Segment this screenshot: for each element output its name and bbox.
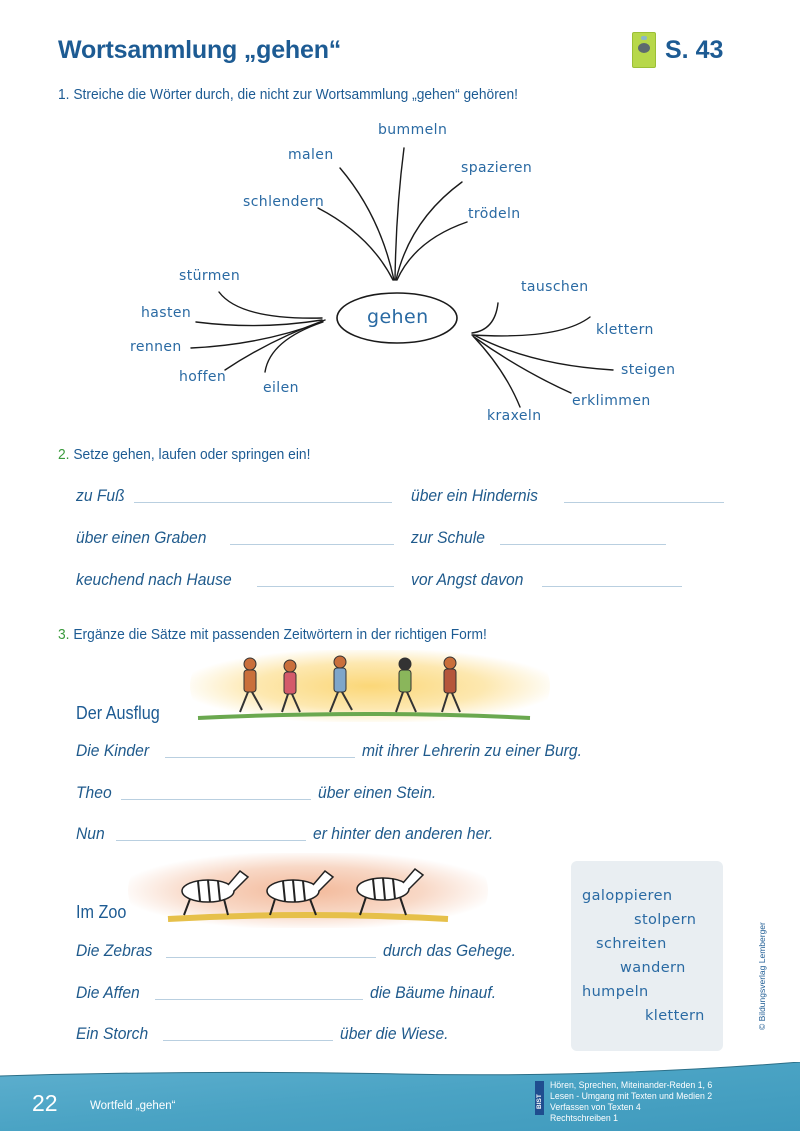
task2-answer-line[interactable] — [500, 544, 666, 545]
task2-answer-line[interactable] — [257, 586, 394, 587]
word-box — [571, 861, 723, 1051]
task2-answer-line[interactable] — [564, 502, 724, 503]
task2-item-label: zu Fuß — [76, 486, 125, 505]
word-box-item: wandern — [620, 960, 686, 976]
word-box-item: klettern — [645, 1008, 705, 1024]
task2-item-label: über einen Graben — [76, 528, 207, 547]
mindmap-lines — [0, 0, 800, 440]
footer-topic-label: Wortfeld „gehen“ — [90, 1100, 176, 1112]
word-box-item: galoppieren — [582, 888, 673, 904]
mindmap-word[interactable]: tauschen — [521, 279, 589, 295]
children-hiking-figures — [190, 650, 550, 722]
task2-answer-line[interactable] — [134, 502, 392, 503]
sentence-end: er hinter den anderen her. — [313, 824, 494, 843]
sentence-start: Ein Storch — [76, 1024, 149, 1043]
task2-item-label: vor Angst davon — [411, 570, 524, 589]
task3-answer-line[interactable] — [155, 999, 363, 1000]
running-zebras-illustration — [128, 853, 488, 928]
bist-standard-item: Verfassen von Texten 4 — [550, 1102, 641, 1113]
task3-instruction — [58, 626, 487, 643]
sentence-start: Die Kinder — [76, 741, 150, 760]
sentence-end: mit ihrer Lehrerin zu einer Burg. — [362, 741, 582, 760]
task3-answer-line[interactable] — [116, 840, 306, 841]
task3-number: 3. — [58, 626, 70, 643]
task2-answer-line[interactable] — [230, 544, 394, 545]
mindmap-word[interactable]: bummeln — [378, 122, 448, 138]
mindmap-word[interactable]: stürmen — [179, 268, 241, 284]
children-hiking-illustration — [190, 650, 550, 722]
bist-badge — [535, 1081, 544, 1115]
word-box-item: humpeln — [582, 984, 649, 1000]
copyright-notice: © Bildungsverlag Lemberger — [757, 922, 767, 1030]
bist-standard-item: Rechtschreiben 1 — [550, 1113, 619, 1124]
zebra-figures — [128, 853, 488, 928]
bist-standards — [550, 1080, 712, 1124]
mindmap-word[interactable]: eilen — [263, 380, 299, 396]
sentence-end: durch das Gehege. — [383, 941, 517, 960]
task2-instruction — [58, 446, 310, 463]
sentence-start: Die Affen — [76, 983, 140, 1002]
task2-item-label: zur Schule — [411, 528, 485, 547]
section-title-ausflug: Der Ausflug — [76, 703, 160, 723]
task3-answer-line[interactable] — [121, 799, 311, 800]
task3-answer-line[interactable] — [163, 1040, 333, 1041]
mindmap-word[interactable]: hoffen — [179, 369, 227, 385]
sentence-start: Nun — [76, 824, 105, 843]
sentence-end: die Bäume hinauf. — [370, 983, 497, 1002]
bist-badge-label: BIST — [536, 1094, 543, 1109]
page-number: 22 — [32, 1090, 58, 1116]
task2-answer-line[interactable] — [542, 586, 682, 587]
sentence-start: Die Zebras — [76, 941, 153, 960]
task2-text: Setze gehen, laufen oder springen ein! — [73, 446, 311, 463]
word-box-item: schreiten — [596, 936, 667, 952]
mindmap-word[interactable]: spazieren — [461, 160, 533, 176]
mindmap-word[interactable]: erklimmen — [572, 393, 651, 409]
sentence-start: Theo — [76, 783, 112, 802]
task1-number: 1. — [58, 86, 70, 103]
task2-item-label: keuchend nach Hause — [76, 570, 232, 589]
sentence-end: über einen Stein. — [318, 783, 437, 802]
task1-text: Streiche die Wörter durch, die nicht zur Wortsammlung „gehen“ gehören! — [73, 86, 518, 103]
bist-standard-item: Hören, Sprechen, Miteinander-Reden 1, 6 — [550, 1080, 713, 1091]
task3-answer-line[interactable] — [165, 757, 355, 758]
mindmap-word[interactable]: trödeln — [468, 206, 521, 222]
sentence-end: über die Wiese. — [340, 1024, 449, 1043]
task3-text: Ergänze die Sätze mit passenden Zeitwörtern in der richtigen Form! — [73, 626, 487, 643]
mindmap-word[interactable]: klettern — [596, 322, 654, 338]
mindmap-word[interactable]: malen — [288, 147, 334, 163]
word-box-item: stolpern — [634, 912, 697, 928]
section-title-zoo: Im Zoo — [76, 902, 127, 922]
mindmap-word[interactable]: kraxeln — [487, 408, 542, 424]
page-reference: S. 43 — [665, 36, 724, 64]
mindmap-center-word: gehen — [367, 306, 429, 328]
mindmap-word[interactable]: steigen — [621, 362, 676, 378]
mindmap-word[interactable]: schlendern — [243, 194, 325, 210]
task2-number: 2. — [58, 446, 70, 463]
mindmap-word[interactable]: rennen — [130, 339, 182, 355]
bist-standard-item: Lesen - Umgang mit Texten und Medien 2 — [550, 1091, 713, 1102]
page-title: Wortsammlung „gehen“ — [58, 36, 342, 64]
task2-item-label: über ein Hindernis — [411, 486, 538, 505]
mindmap-word[interactable]: hasten — [141, 305, 192, 321]
task3-answer-line[interactable] — [166, 957, 376, 958]
